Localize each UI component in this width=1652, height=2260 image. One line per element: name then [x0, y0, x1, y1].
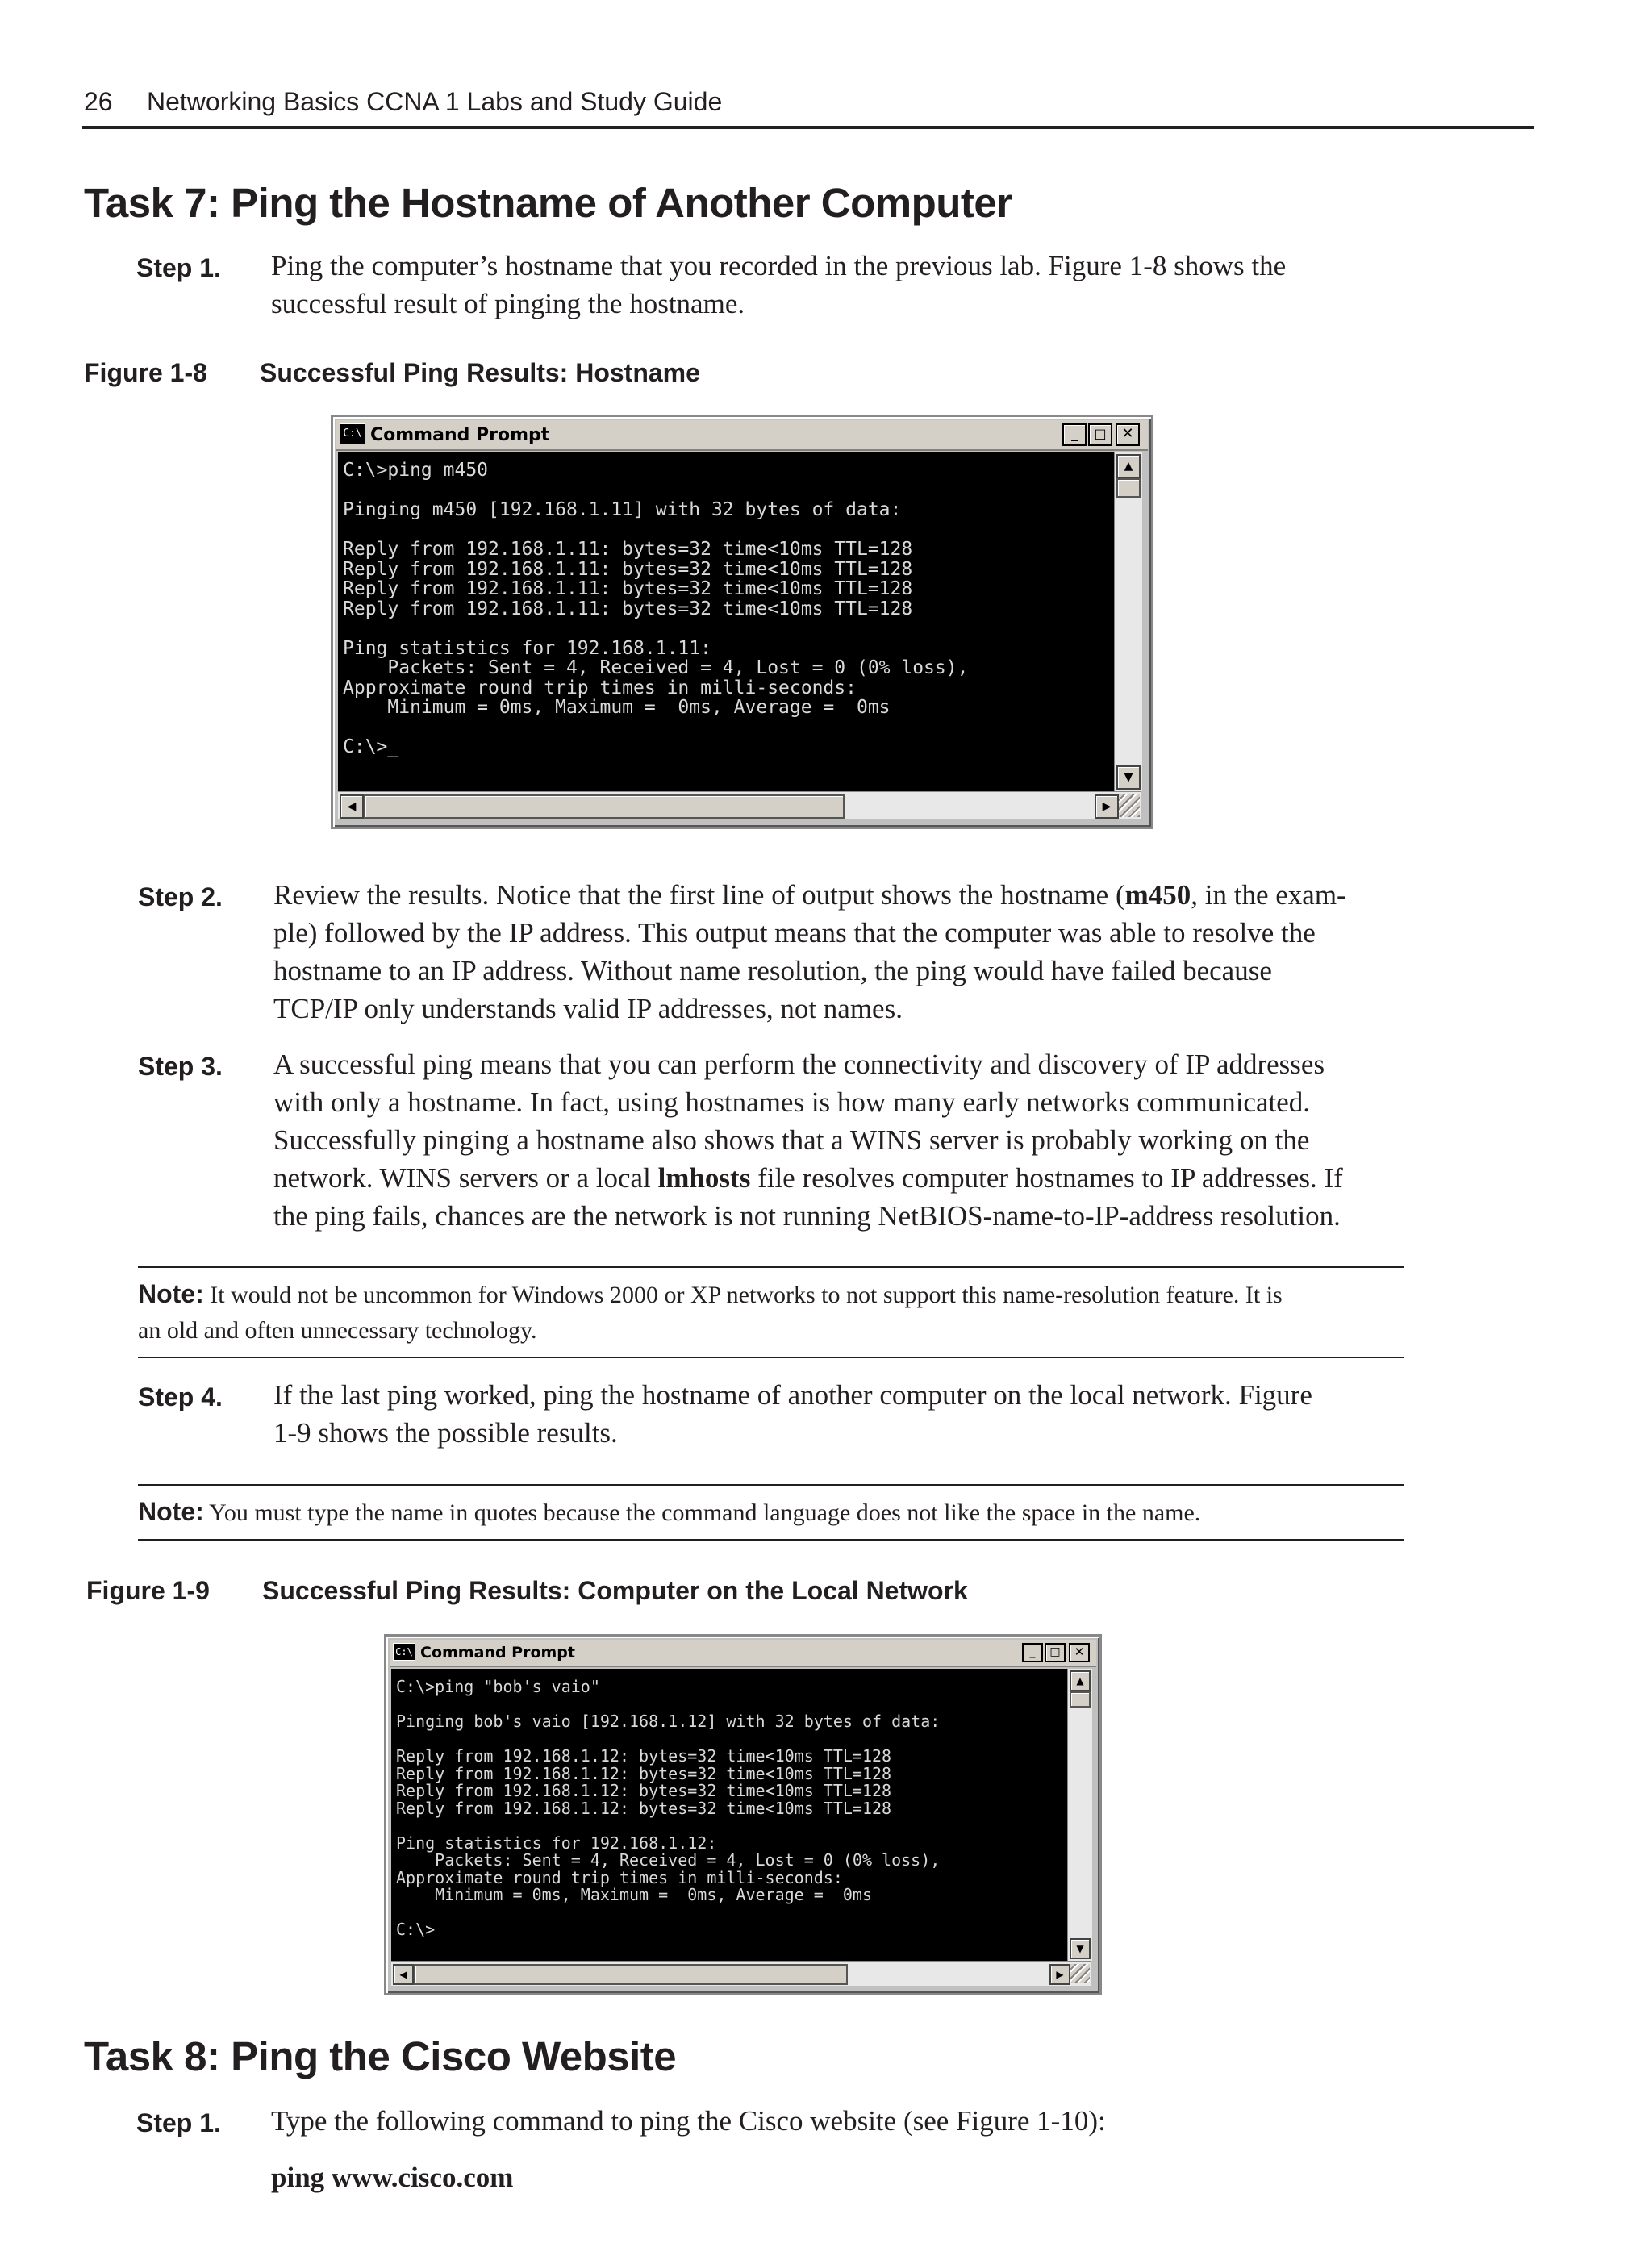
ping-command: ping www.cisco.com — [271, 2162, 514, 2193]
scroll-down-arrow-icon[interactable]: ▼ — [1070, 1938, 1091, 1959]
task7-step4-text — [273, 1376, 1443, 1452]
command-prompt-window-1 — [331, 415, 1153, 829]
close-button[interactable]: ✕ — [1116, 423, 1140, 446]
text-line: the ping fails, chances are the network is not running NetBIOS-name-to-IP-address resolution. — [273, 1200, 1341, 1232]
task8-heading: Task 8: Ping the Cisco Website — [84, 2033, 677, 2079]
vertical-scroll-thumb[interactable] — [1070, 1691, 1091, 1708]
vertical-scrollbar[interactable] — [1067, 1669, 1092, 1961]
text-line: A successful ping means that you can perform the connectivity and discovery of IP addresses — [273, 1049, 1325, 1080]
console-line: Approximate round trip times in milli-seconds: — [396, 1867, 843, 1887]
book-title: Networking Basics CCNA 1 Labs and Study Guide — [147, 87, 723, 116]
note-label: Note: — [138, 1279, 204, 1308]
note-box-2 — [138, 1484, 1404, 1541]
resize-grip-icon[interactable] — [1070, 1964, 1090, 1983]
task7-step3-label: Step 3. — [138, 1052, 223, 1081]
text-run: file resolves computer hostnames to IP addresses. If — [750, 1162, 1343, 1194]
console-output[interactable] — [391, 1669, 1067, 1961]
console-icon: C:\ — [340, 423, 365, 444]
window-titlebar — [390, 1640, 1096, 1667]
console-line: Reply from 192.168.1.12: bytes=32 time<10ms TTL=128 — [396, 1746, 892, 1766]
console-line: Reply from 192.168.1.11: bytes=32 time<10ms TTL=128 — [343, 558, 913, 580]
console-line: Ping statistics for 192.168.1.12: — [396, 1833, 717, 1853]
console-line: Reply from 192.168.1.11: bytes=32 time<10ms TTL=128 — [343, 578, 913, 599]
vertical-scroll-thumb[interactable] — [1116, 478, 1141, 498]
task8-step1-text: Type the following command to ping the Cisco website (see Figure 1-10): — [271, 2105, 1106, 2137]
note-label: Note: — [138, 1497, 204, 1526]
vertical-scrollbar[interactable] — [1114, 452, 1142, 791]
console-line: Reply from 192.168.1.11: bytes=32 time<10ms TTL=128 — [343, 539, 913, 560]
console-line: Reply from 192.168.1.12: bytes=32 time<10ms TTL=128 — [396, 1798, 892, 1818]
task7-step1-label: Step 1. — [136, 253, 221, 282]
note-text — [138, 1268, 1404, 1357]
text-run: It would not be uncommon for Windows 2000 or XP networks to not support this name-resolution feature. It is — [203, 1282, 1283, 1308]
horizontal-scrollbar[interactable] — [338, 791, 1141, 819]
text-line: hostname to an IP address. Without name resolution, the ping would have failed because — [273, 955, 1272, 986]
scroll-left-arrow-icon[interactable]: ◀ — [393, 1964, 414, 1985]
text-line: with only a hostname. In fact, using hostnames is how many early networks communicated. — [273, 1086, 1311, 1118]
figure9-number: Figure 1-9 — [86, 1576, 210, 1605]
scroll-right-arrow-icon[interactable]: ▶ — [1049, 1964, 1070, 1985]
resize-grip-icon[interactable] — [1119, 794, 1140, 817]
task7-step4-label: Step 4. — [138, 1382, 223, 1411]
console-line: Approximate round trip times in milli-seconds: — [343, 677, 857, 698]
figure9-caption: Successful Ping Results: Computer on the Local Network — [262, 1576, 968, 1605]
text-line: successful result of pinging the hostname. — [271, 288, 745, 319]
console-line: Packets: Sent = 4, Received = 4, Lost = 0 (0% loss), — [396, 1850, 941, 1870]
text-run: an old and often unnecessary technology. — [138, 1317, 537, 1344]
text-run: , in the exam- — [1191, 879, 1346, 911]
console-line: Packets: Sent = 4, Received = 4, Lost = 0 (0% loss), — [343, 657, 969, 678]
scroll-left-arrow-icon[interactable]: ◀ — [340, 794, 364, 819]
text-line: Successfully pinging a hostname also shows that a WINS server is probably working on the — [273, 1124, 1310, 1156]
text-line: TCP/IP only understands valid IP addresses, not names. — [273, 993, 903, 1024]
task7-step1-text — [271, 247, 1441, 323]
scroll-down-arrow-icon[interactable]: ▼ — [1116, 765, 1141, 790]
minimize-button[interactable]: _ — [1022, 1643, 1043, 1662]
text-line: 1-9 shows the possible results. — [273, 1417, 618, 1449]
scroll-up-arrow-icon[interactable]: ▲ — [1116, 454, 1141, 478]
window-titlebar — [336, 420, 1148, 451]
text-line: ple) followed by the IP address. This output means that the computer was able to resolve the — [273, 917, 1316, 949]
console-line — [396, 1904, 1067, 1922]
console-line — [396, 1731, 1067, 1749]
console-line: Reply from 192.168.1.12: bytes=32 time<10ms TTL=128 — [396, 1781, 892, 1800]
running-header — [82, 85, 1534, 129]
text-line — [273, 1159, 1443, 1197]
task7-step3-text — [273, 1045, 1443, 1235]
console-line — [343, 619, 1114, 639]
console-line — [396, 1696, 1067, 1714]
note-box-1 — [138, 1266, 1404, 1358]
lmhosts-bold: lmhosts — [657, 1162, 751, 1194]
console-line: Minimum = 0ms, Maximum = 0ms, Average = 0ms — [343, 697, 891, 718]
console-line — [396, 1817, 1067, 1835]
task8-step1-label: Step 1. — [136, 2108, 221, 2137]
note-text — [138, 1486, 1404, 1539]
console-line: Ping statistics for 192.168.1.11: — [343, 637, 711, 659]
hostname-bold: m450 — [1124, 879, 1191, 911]
task7-step2-text — [273, 876, 1443, 1028]
console-output[interactable] — [338, 452, 1114, 791]
scroll-up-arrow-icon[interactable]: ▲ — [1070, 1670, 1091, 1691]
console-line: Minimum = 0ms, Maximum = 0ms, Average = 0ms — [396, 1885, 873, 1904]
task7-heading: Task 7: Ping the Hostname of Another Computer — [84, 180, 1012, 226]
task7-step2-label: Step 2. — [138, 882, 223, 911]
console-line: Pinging m450 [192.168.1.11] with 32 bytes of data: — [343, 499, 902, 520]
minimize-button[interactable]: _ — [1062, 423, 1087, 446]
horizontal-scroll-thumb[interactable] — [414, 1964, 848, 1985]
console-line: Reply from 192.168.1.11: bytes=32 time<10ms TTL=128 — [343, 598, 913, 619]
command-prompt-window-2 — [384, 1634, 1102, 1995]
text-run: You must type the name in quotes because the command language does not like the space in the name. — [203, 1499, 1201, 1526]
console-line: C:\> — [396, 1920, 436, 1939]
text-line: Ping the computer’s hostname that you recorded in the previous lab. Figure 1-8 shows the — [271, 250, 1287, 281]
window-title: Command Prompt — [420, 1644, 575, 1662]
page-number: 26 — [84, 87, 113, 116]
maximize-button[interactable]: □ — [1045, 1643, 1066, 1662]
maximize-button[interactable]: □ — [1088, 423, 1112, 446]
console-icon: C:\ — [393, 1643, 415, 1661]
console-line: Reply from 192.168.1.12: bytes=32 time<10ms TTL=128 — [396, 1763, 892, 1783]
text-line — [273, 876, 1443, 914]
horizontal-scroll-thumb[interactable] — [364, 794, 845, 819]
console-line: Pinging bob's vaio [192.168.1.12] with 32 bytes of data: — [396, 1712, 941, 1731]
text-run: Review the results. Notice that the first line of output shows the hostname ( — [273, 879, 1125, 911]
console-line — [343, 481, 1114, 501]
figure8-number: Figure 1-8 — [84, 358, 207, 387]
text-line: If the last ping worked, ping the hostname of another computer on the local network. Figure — [273, 1379, 1312, 1411]
console-line: C:\>ping m450 — [343, 460, 489, 481]
text-run: network. WINS servers or a local — [273, 1162, 658, 1194]
horizontal-scrollbar[interactable] — [391, 1961, 1091, 1986]
window-title: Command Prompt — [370, 425, 550, 445]
console-line: C:\>_ — [343, 736, 399, 757]
figure8-caption: Successful Ping Results: Hostname — [260, 358, 700, 387]
console-line: C:\>ping "bob's vaio" — [396, 1677, 600, 1696]
console-line — [343, 718, 1114, 738]
scroll-right-arrow-icon[interactable]: ▶ — [1095, 794, 1119, 819]
console-line — [343, 520, 1114, 540]
close-button[interactable]: ✕ — [1069, 1643, 1090, 1662]
